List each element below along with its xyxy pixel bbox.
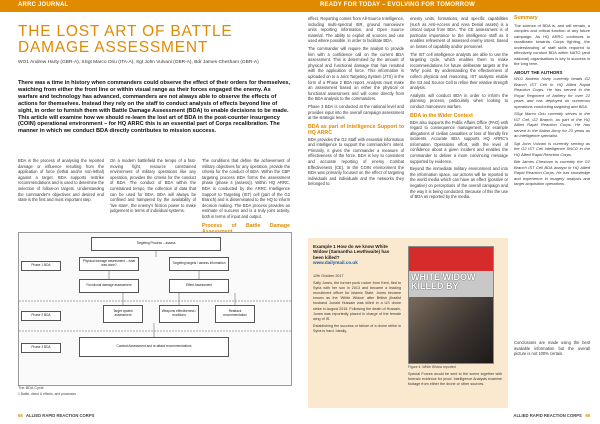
author-bio: WO1 Andrew Harty currently heads G2 Branch IST Cell in HQ Allied Rapid Reaction Corps. He has served in the Royal Regiment of Artillery for over 22 years and has deployed on numerous operations conducting targeting and BDA. bbox=[514, 76, 590, 109]
physical-damage-box: Physical damage assessment – what was done? bbox=[79, 257, 139, 271]
header-tagline: READY FOR TODAY – EVOLVING FOR TOMORROW bbox=[320, 2, 476, 8]
paragraph: Beyond the immediate military environment and into the information space, our actions will be reported to the world media which can have an effect (positive or negative) on perceptions of the overall campaign and the way it is being conducted. Because of this the use of BDA as reported by the media. bbox=[410, 166, 508, 200]
example-heading bbox=[313, 244, 398, 266]
paragraph: BDA provides the G2 Staff with essential information and intelligence to support the commander's intent. Primarily, it gives the commander a measure of effectiveness of the force. BDA is key to consistent and accurate reporting of enemy Combat Effectiveness (CE). In the COIN environment the BDA was primarily focused on the effect of targeting individuals and individuals and the networks they belonged to. bbox=[308, 136, 404, 187]
paragraph: BDA is the process of analysing the reported damage or influence resulting from the application of force (lethal and/or non-lethal) against a target. BDA supports restrike recommendations and is used to determine the selection of follow-on targets. Understanding the commander's objectives and desired end state is the first and most important step. bbox=[18, 158, 104, 203]
paragraph: BDA also supports the Public Affairs Office (PAO) with regard to consequence management, for example allegations of civilian casualties or loss of friendly fire incidents. Accurate BDA supports HQ ARRC's Information Operations effort, with the level of confidence about a given incident and enables the commander to deliver a more convincing message supported by evidence. bbox=[410, 119, 508, 164]
reattack-box: Reattack recommendation bbox=[215, 305, 255, 323]
right-column-1 bbox=[308, 16, 404, 189]
process-heading: Process of Battle Damage bbox=[202, 222, 290, 229]
authors: WO1 Andrew Harty (GBR-A), SSgt Marco Oriu (ITA-A), Sgt John Vulvani (GBR-A), Bdr James Chesham (GBR-A) bbox=[18, 60, 259, 65]
journal-name: ARRC JOURNAL bbox=[18, 2, 69, 8]
left-column-2 bbox=[110, 158, 196, 216]
paragraph: Phase 3 BDA is conducted at the national level and provides input into the overall campaign assessment at the strategic level. bbox=[308, 103, 404, 121]
right-column-2 bbox=[410, 16, 508, 202]
title-line-1: THE LOST ART OF BATTLE bbox=[18, 23, 233, 40]
example-column-2 bbox=[408, 372, 502, 389]
newspaper-image bbox=[408, 246, 494, 364]
summary-column bbox=[514, 16, 590, 189]
page-number: 69 bbox=[585, 413, 590, 418]
right-footer bbox=[513, 413, 590, 418]
summary-heading: Summary bbox=[514, 15, 538, 21]
author-bio: Bdr James Chesham is currently the G2 Branch IST Cell BDA analyst in HQ Allied Rapid Reaction Corps. He has knowledge and experience in imagery analysis and target acquisition operations. bbox=[514, 159, 590, 186]
example-box bbox=[308, 238, 508, 408]
paragraph: The conditions that define the achievement of military objectives for any operation, provide the criteria for the conduct of BDA. Within the CBP targeting process BDA forms the assessment phase (phase 4 (assess)). Within HQ ARRC, BDA is conducted by the ARRC Intelligence Support to Targeting (IST) cell (part of the G2 Branch) and is disseminated to the HQ to inform decision making. The BDA process provides an estimate of success and is a truly joint activity, both in terms of input and output. bbox=[202, 158, 290, 219]
paragraph: Establishing the success or failure of a drone strike in Syria is hard. Ideally, bbox=[313, 323, 401, 333]
paragraph: Sally Jones, the former punk rocker from Kent, fled to Syria with her son in 2013 and became a leading recruitment officer for Islamic State. Jones became known as the 'White Widow' after British jihadist husband Junaid Hussain was killed in a US drone strike in August 2015. Following the death of Hussain, Jones was reportedly placed in charge of the female wing of IS. bbox=[313, 281, 401, 321]
footnote: 1 Battle, direct & effects, and processes bbox=[18, 392, 77, 396]
effect-assessment-box: Effect Assessment bbox=[169, 279, 229, 293]
title-line-2: DAMAGE ASSESSMENT bbox=[18, 39, 209, 56]
targeting-box: Targeting targets / assess information bbox=[169, 257, 229, 271]
phase1-label: Phase 1 BDA bbox=[21, 261, 61, 271]
left-footer bbox=[18, 413, 94, 418]
example-title: Example 1 How do we know White Widow (Samantha Lewthwaite) has been killed? bbox=[313, 244, 390, 260]
paragraph: Special Forces would be sent to the scene together with forensic evidence for proof. Intelligence Analysts examine footage from either the drone or other sources. bbox=[408, 372, 502, 387]
about-authors-heading: ABOUT THE AUTHORS bbox=[514, 69, 563, 75]
bda-diagram bbox=[18, 232, 292, 386]
paragraph: Analysts will conduct BDA in order to inform the planning process, particularly when looking to conduct manoeuvre warfare. bbox=[410, 92, 508, 109]
diagram-connectors bbox=[19, 233, 291, 385]
example-column-1 bbox=[313, 274, 401, 336]
weapons-effectiveness-box: Weapons effectiveness / munitions bbox=[159, 305, 199, 323]
paragraph: Conclusions are made using the best available information but the overall picture is not 100% certain. bbox=[514, 340, 590, 357]
footer-text: ALLIED RAPID REACTION CORPS bbox=[513, 413, 582, 418]
section-heading: BDA in the Wider Context bbox=[410, 112, 473, 119]
paragraph: The commander will require the analyst to provide him with a confidence call on the current BDA assessment. This is determined by the amount of physical and functional damage that has resulted with the application of force. This information is uploaded on to a Joint Targeting System (JTS) in the form of a Phase 2 BDA report. Analysts must make an assessment based on either the physical or functional assessment and will come directly from the BDA analysis to the commanders. bbox=[308, 45, 404, 102]
diagram-title-box: Targeting Process – assess bbox=[91, 237, 221, 251]
combat-assessment-box: Combat Assessment and re-attack recommendations bbox=[79, 337, 229, 357]
page-number: 68 bbox=[18, 413, 23, 418]
intro-paragraph: There was a time in history when commanders could observe the effect of their orders for themselves, watching from either the front line or within visual range as their forces engaged the enemy. As warfare and technology has advanced, commanders are not always able to observe the effects of actions for themselves. Instead they rely on the staff to conduct analysis of effects beyond line of sight, in order to furnish them with Battle Damage Assessment (BDA) to enable decisions to be made. This article will examine how we should re-learn the lost art of BDA in the post-counter insurgency (COIN) operational environment – for HQ ARRC this is an essential part of Corps recalibration. The manner in which we conduct BDA directly contributes to mission success. bbox=[18, 80, 290, 135]
author-bio: Sgt John Vulvani is currently serving as the G2 IST Cell Intelligence SNCO in the HQ Allied Rapid Reaction Corps. bbox=[514, 140, 590, 157]
functional-damage-box: Functional damage assessment bbox=[79, 279, 139, 293]
newspaper-headline: WHITE WIDOW KILLED BY bbox=[411, 272, 476, 291]
closing-column bbox=[514, 340, 590, 359]
newspaper-photo bbox=[409, 297, 493, 363]
right-header-bar bbox=[300, 0, 600, 12]
example-source-link[interactable]: www.dailymail.co.uk bbox=[313, 260, 358, 266]
paragraph: effect. Reporting comes from All-Source Intelligence, including multi-spectral ISR, ground manoeuvre units reporting information, and Open Source material. The ability to exploit all sources and use used where possible, in order to facilitate BDA. bbox=[308, 16, 404, 44]
section-heading: BDA as part of Intelligence Support to HQ ARRC bbox=[308, 123, 404, 136]
article-title bbox=[18, 24, 288, 56]
figure-caption: The BDA Cycle bbox=[18, 386, 44, 390]
left-header-bar bbox=[0, 0, 300, 12]
image-caption: Figure 4: White Widow reported bbox=[408, 365, 456, 369]
phase2-label: Phase 2 BDA bbox=[21, 311, 61, 321]
footer-text: ALLIED RAPID REACTION CORPS bbox=[26, 413, 95, 418]
paragraph: The science of BDA is, and will remain, a complex and critical function of any future campaign. As HQ ARRC continues to recalibrate towards Corps fighting, the understanding of staff skills required to effectively conduct BDA within NATO (and national) organisations is key to success in the long term. bbox=[514, 22, 590, 66]
right-page bbox=[300, 0, 600, 424]
example-date: 12th October 2017 bbox=[313, 274, 344, 278]
author-bio: SSgt Marco Oriu currently serves in the IST Cell, G2 Branch, as part of the HQ Allied Rapid Reaction Corps. He has served in the Italian Army for 23 years as an intelligence specialist. bbox=[514, 111, 590, 138]
phase3-label: Phase 3 BDA bbox=[21, 343, 61, 353]
newspaper-masthead bbox=[409, 247, 493, 271]
paragraph: The IST cell intelligence analysts are able to use the targeting cycle, which enables them to make recommendations for future deliberate targets at the 'Why' point. By understanding the effectiveness of collect physical and reasoning, IST analysts enable the G3 and Source Cell to refine their relative strength analysis. bbox=[410, 51, 508, 91]
paragraph: On a modern battlefield the tempo of a fast-moving fight, resource constrained environment of military operations like any operation, provides the criteria for the conduct of BDA. The conduct of BDA within the constrained tempo, the collection of data that can be used for BDA. BDA will always be confined and hampered by the availability of 'live stare', the enemy's friction power to make judgement in terms of individual systems. bbox=[110, 158, 196, 214]
left-column-1 bbox=[18, 158, 104, 205]
target-system-box: Target system assessment bbox=[103, 305, 143, 323]
paragraph: enemy units, formations, and specific capabilities (such as Anti-Access and Area Denial assets) is a critical output from BDA. The CE assessment is of particular importance to the intelligence staff as it enables refinement of assessed enemy intent, based on losses of capability and/or personnel. bbox=[410, 16, 508, 49]
